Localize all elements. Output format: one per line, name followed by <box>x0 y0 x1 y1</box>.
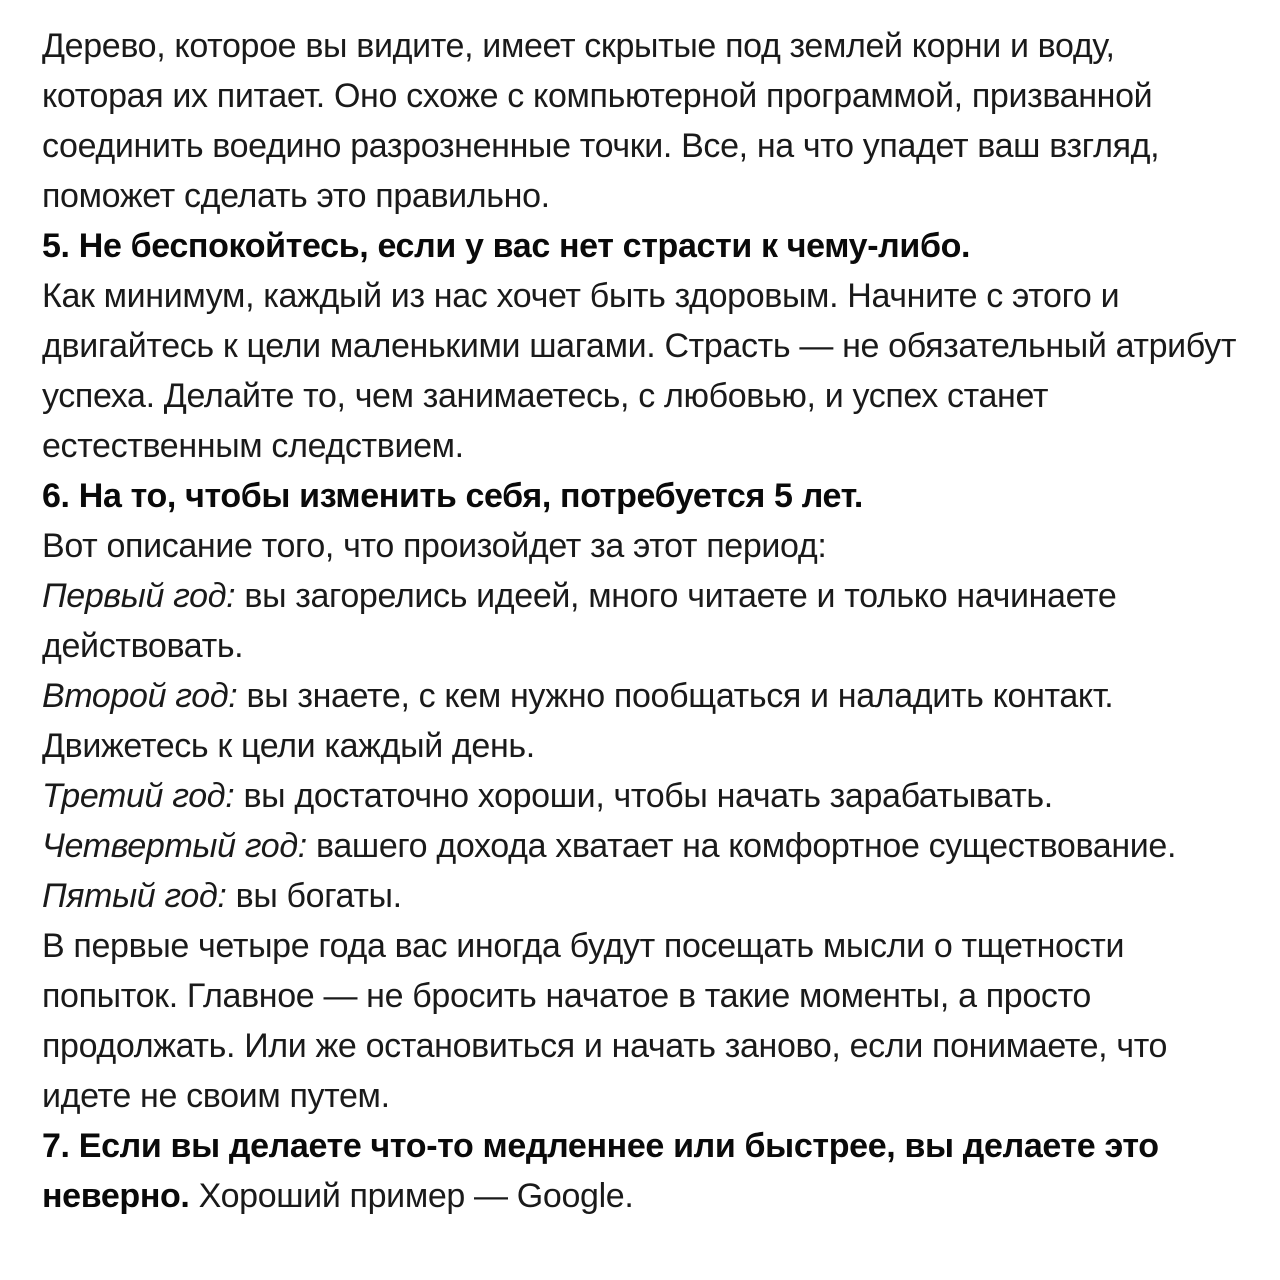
year-3-label: Третий год: <box>42 777 235 815</box>
section-7-item <box>42 1121 1242 1221</box>
year-5-label: Пятый год: <box>42 877 227 915</box>
year-1-item <box>42 571 1242 671</box>
section-7-body: Хороший пример — Google. <box>189 1177 634 1215</box>
section-6-heading: 6. На то, чтобы изменить себя, потребуется 5 лет. <box>42 477 864 515</box>
year-4-item <box>42 821 1242 871</box>
section-6-intro: Вот описание того, что произойдет за этот период: <box>42 527 827 565</box>
year-2-item <box>42 671 1242 771</box>
year-2-label: Второй год: <box>42 677 238 715</box>
section-7-heading: 7. Если вы делаете что-то медленнее или быстрее, вы делаете это неверно. <box>42 1127 1159 1215</box>
year-3-item <box>42 771 1242 821</box>
section-5-heading: 5. Не беспокойтесь, если у вас нет страсти к чему-либо. <box>42 227 971 265</box>
article-body <box>42 21 1242 1221</box>
year-4-text: вашего дохода хватает на комфортное существование. <box>306 827 1177 865</box>
year-5-text: вы богаты. <box>226 877 402 915</box>
year-3-text: вы достаточно хороши, чтобы начать зарабатывать. <box>234 777 1053 815</box>
year-4-label: Четвертый год: <box>42 827 307 865</box>
year-1-text: вы загорелись идеей, много читаете и только начинаете действовать. <box>42 577 1117 665</box>
year-5-item <box>42 871 1242 921</box>
section-6-closing: В первые четыре года вас иногда будут посещать мысли о тщетности попыток. Главное — не бросить начатое в такие моменты, а просто продолжать. Или же остановиться и начать заново, если понимаете, что идете не своим путем. <box>42 927 1168 1115</box>
section-5-body: Как минимум, каждый из нас хочет быть здоровым. Начните с этого и двигайтесь к цели маленькими шагами. Страсть — не обязательный атрибут успеха. Делайте то, чем занимаетесь, с любовью, и успех станет естественным следствием. <box>42 277 1237 465</box>
intro-paragraph: Дерево, которое вы видите, имеет скрытые под землей корни и воду, которая их питает. Оно схоже с компьютерной программой, призванной соединить воедино разрозненные точки. Все, на что упадет ваш взгляд, поможет сделать это правильно. <box>42 27 1160 215</box>
year-2-text: вы знаете, с кем нужно пообщаться и наладить контакт. Движетесь к цели каждый день. <box>42 677 1114 765</box>
year-1-label: Первый год: <box>42 577 236 615</box>
